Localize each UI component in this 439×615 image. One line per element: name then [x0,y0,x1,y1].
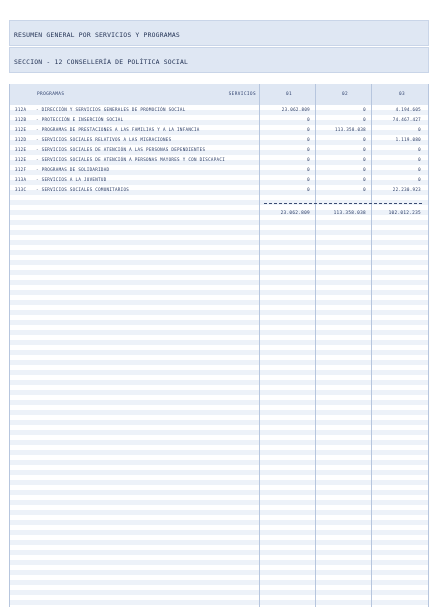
column-header-01-label: 01 [286,92,293,97]
report-title: RESUMEN GENERAL POR SERVICIOS Y PROGRAMAS [14,31,180,39]
row-value-01: 0 [307,117,310,122]
section-title-bar [9,47,429,73]
row-value-02: 0 [363,147,366,152]
row-code: 312E [15,127,27,132]
column-header-02 [316,84,371,105]
table-row [9,136,429,144]
row-value-02: 0 [363,157,366,162]
row-code: 312E [15,157,27,162]
table-row [9,116,429,124]
column-header-01 [260,84,315,105]
row-value-01: 0 [307,167,310,172]
row-value-02: 0 [363,167,366,172]
row-value-02: 0 [363,117,366,122]
column-header-programas: PROGRAMAS [37,92,65,97]
summary-table [9,84,429,607]
row-code: 312E [15,147,27,152]
row-value-03: 22.230.923 [392,187,421,192]
total-value-03: 102.012.235 [388,211,421,216]
row-code: 313A [15,177,27,182]
row-description: - DIRECCIÓN Y SERVICIOS GENERALES DE PROMOCIÓN SOCIAL [36,107,186,112]
row-value-02: 0 [363,177,366,182]
row-value-01: 0 [307,187,310,192]
row-value-02: 0 [363,187,366,192]
row-value-02: 113.358.038 [334,127,366,132]
row-description: - SERVICIOS A LA JUVENTUD [36,177,107,182]
column-header-03 [372,84,429,105]
total-value-01: 23.062.809 [280,211,310,216]
column-header-servicios: SERVICIOS [228,92,256,97]
row-description: - PROGRAMAS DE PRESTACIONES A LAS FAMILIAS Y A LA INFANCIA [36,127,200,132]
column-header-02-label: 02 [342,92,349,97]
row-value-03: 0 [418,127,421,132]
column-header-03-label: 03 [399,92,406,97]
row-value-03: 74.467.427 [392,117,421,122]
row-description: - SERVICIOS SOCIALES DE ATENCIÓN A LAS PERSONAS DEPENDIENTES [36,147,206,152]
row-value-01: 23.062.809 [281,107,310,112]
row-code: 313C [15,187,27,192]
row-value-03: 0 [418,157,421,162]
report-title-bar [9,20,429,46]
table-row [9,156,429,164]
row-value-01: 0 [307,157,310,162]
row-code: 312F [15,167,27,172]
row-value-03: 1.119.080 [395,137,421,142]
row-description: - PROTECCIÓN E INSERCIÓN SOCIAL [36,117,124,122]
section-title: SECCION - 12 CONSELLERÍA DE POLÍTICA SOCIAL [14,58,189,66]
table-row [9,146,429,154]
totals-separator [264,203,422,204]
row-code: 312D [15,137,27,142]
table-row [9,166,429,174]
row-value-01: 0 [307,137,310,142]
row-code: 312B [15,117,27,122]
totals-row [9,210,429,218]
row-value-03: 0 [418,167,421,172]
row-value-01: 0 [307,147,310,152]
row-value-03: 0 [418,177,421,182]
table-row [9,186,429,194]
row-description: - PROGRAMAS DE SOLIDARIDAD [36,167,110,172]
row-code: 312A [15,107,27,112]
total-value-02: 113.358.038 [333,211,366,216]
row-value-03: 4.194.605 [395,107,421,112]
row-description: - SERVICIOS SOCIALES DE ATENCIÓN A PERSONAS MAYORES Y CON DISCAPACI [36,157,226,162]
row-value-02: 0 [363,107,366,112]
table-row [9,126,429,134]
row-value-01: 0 [307,127,310,132]
column-header-programas-servicios [9,84,259,105]
row-value-02: 0 [363,137,366,142]
row-description: - SERVICIOS SOCIALES COMUNITARIOS [36,187,130,192]
table-row [9,106,429,114]
row-value-01: 0 [307,177,310,182]
table-row [9,176,429,184]
row-value-03: 0 [418,147,421,152]
row-description: - SERVICIOS SOCIALES RELATIVOS A LAS MIGRACIONES [36,137,172,142]
